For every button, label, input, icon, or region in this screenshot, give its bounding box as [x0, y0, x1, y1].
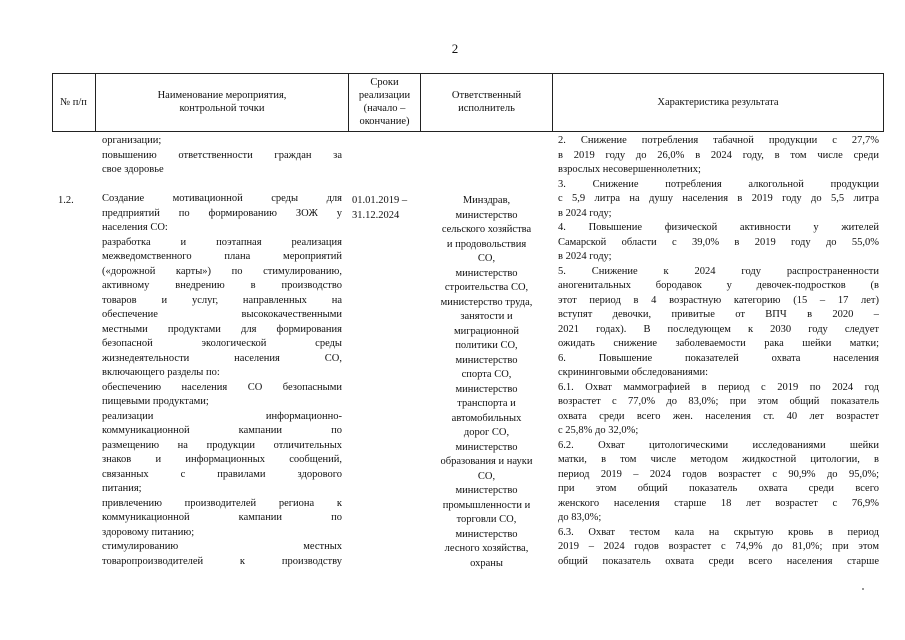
measure-name-line: межведомственного плана мероприятий [102, 251, 342, 262]
result-line: период 2019 – 2024 годов возрастет с 90,9% до 95,0%; [558, 468, 879, 480]
terms-column [352, 194, 422, 223]
measure-name-line: стимулированию местных [102, 541, 342, 552]
header-result: Характеристика результата [657, 96, 779, 108]
result-line: общий показатель охвата среди всего населения старше [558, 555, 879, 567]
result-line: 6.2. Охват цитологическими исследованиями шейки [558, 439, 879, 451]
measure-name-line: питания; [102, 483, 142, 494]
executor-line: занятости и [460, 311, 513, 322]
result-line: взрослых несовершеннолетних; [558, 164, 701, 175]
measure-name-line: здоровому питанию; [102, 526, 195, 538]
result-line: 3. Снижение потребления алкогольной продукции [558, 178, 879, 190]
measure-name-column [102, 134, 342, 569]
measure-name-line: коммуникационной кампании по [102, 512, 342, 523]
executor-line: Минздрав, [462, 195, 511, 206]
result-line: в 2024 году; [558, 251, 612, 262]
measure-name-line: связанных с правилами здорового [102, 468, 342, 480]
result-line: матки, в том числе методом жидкостной цитологии, в [558, 454, 879, 465]
measure-name-line: включающего разделы по: [102, 367, 220, 378]
measure-name-line: пищевыми продуктами; [102, 396, 209, 407]
measures-table [52, 73, 884, 633]
result-line: с 25,8% до 32,0%; [558, 425, 639, 436]
executor-line: дорог СО, [463, 427, 510, 438]
executor-line: промышленности и [442, 499, 531, 511]
measure-name-line: свое здоровье [102, 164, 164, 175]
executor-line: охраны [470, 557, 503, 569]
header-measure-name: Наименование мероприятия, контрольной точки [157, 90, 287, 114]
executor-line: политики СО, [455, 340, 518, 351]
result-line: охвата среди всего жен. населения ст. 40 лет возрастет [558, 410, 879, 422]
measure-name-line: размещению на продукции отличительных [102, 439, 342, 451]
measure-name-line: местными продуктами для формирования [102, 323, 342, 335]
measure-name-line: («дорожной карты») по стимулированию, [102, 265, 342, 277]
measure-name-line: жизнедеятельности населения СО, [102, 352, 342, 364]
header-number: № п/п [60, 96, 87, 108]
result-line: 6.1. Охват маммографией в период с 2019 по 2024 год [558, 381, 879, 393]
executor-line: спорта СО, [461, 369, 512, 380]
measure-name-line: организации; [102, 135, 162, 146]
row-number: 1.2. [58, 195, 74, 206]
measure-name-line: разработка и поэтапная реализация [102, 236, 342, 248]
measure-name-line: привлечению производителей региона к [102, 497, 342, 509]
result-line: 2. Снижение потребления табачной продукции с 27,7% [558, 135, 879, 146]
result-column [558, 134, 879, 569]
result-line: в 2024 году; [558, 207, 612, 219]
header-executor: Ответственный исполнитель [451, 90, 522, 114]
executor-line: министерство [455, 354, 518, 366]
executor-line: и продовольствия [446, 238, 527, 250]
result-line: возрастет с 77,0% до 83,0%; при этом общий показатель [558, 396, 879, 407]
measure-name-line: населения СО: [102, 222, 168, 233]
result-line: в 2019 году до 26,0% в 2024 году, в том числе среди [558, 149, 879, 161]
result-line: скрининговыми обследованиями: [558, 367, 709, 378]
executor-line: сельского хозяйства [441, 224, 532, 235]
executor-line: министерство [455, 485, 518, 496]
executor-line: министерство [455, 441, 518, 453]
executor-line: министерство [455, 383, 518, 395]
result-line: 6.3. Охват тестом кала на скрытую кровь в период [558, 526, 879, 538]
executor-line: министерство труда, [440, 296, 533, 308]
measure-name-line: безопасной экологической среды [102, 338, 342, 349]
page-number: 2 [451, 41, 459, 56]
table-top-border [52, 73, 884, 74]
executor-line: СО, [477, 253, 496, 264]
result-line: Самарской области с 39,0% в 2019 году до 55,0% [558, 236, 879, 248]
measure-name-line: обеспечение высококачественными [102, 309, 342, 320]
header-bottom-border [52, 131, 884, 132]
executor-line: СО, [477, 470, 496, 482]
executor-column [421, 194, 552, 571]
result-line: 4. Повышение физической активности у жителей [558, 222, 879, 233]
measure-name-line: реализации информационно- [102, 410, 342, 422]
result-line: до 83,0%; [558, 512, 602, 523]
executor-line: транспорта и [457, 398, 516, 409]
measure-name-line: коммуникационной кампании по [102, 425, 342, 436]
measure-name-line [102, 178, 342, 193]
executor-line: торговли СО, [456, 514, 517, 525]
measure-name-line: предприятий по формированию ЗОЖ у [102, 207, 342, 219]
measure-name-line: активному внедрению в производство [102, 280, 342, 291]
result-line: женского населения старше 18 лет возрастет с 76,9% [558, 497, 879, 509]
result-line: 5. Снижение к 2024 году распространенности [558, 265, 879, 277]
executor-line: лесного хозяйства, [444, 543, 529, 554]
executor-line: образования и науки [440, 456, 533, 467]
measure-name-line: товаропроизводителей к производству [102, 555, 342, 567]
header-terms: Сроки реализации (начало – окончание) [358, 77, 411, 127]
measure-name-line: обеспечению населения СО безопасными [102, 381, 342, 393]
result-line: с 5,9 литра на душу населения в 2019 году до 5,5 литра [558, 193, 879, 204]
result-line: аногенитальных бородавок у девочек-подростков (в [558, 280, 879, 291]
result-line: ожидать снижение заболеваемости рака шейки матки; [558, 338, 879, 349]
scan-dot [862, 588, 864, 590]
result-line: при этом общий показатель охвата среди всего [558, 483, 879, 494]
result-line: вступят девочки, привитые от ВПЧ в 2020 – [558, 309, 879, 320]
executor-line: министерство [455, 528, 518, 540]
executor-line: автомобильных [451, 412, 522, 424]
result-line: этот период в 4 возрастную категорию (15 – 17 лет) [558, 294, 879, 306]
executor-line: строительства СО, [444, 282, 529, 293]
result-line: 2019 – 2024 годов возрастет с 74,9% до 81,0%; при этом [558, 541, 879, 552]
executor-line: министерство [455, 209, 518, 221]
measure-name-line: повышению ответственности граждан за [102, 149, 342, 161]
result-line: 2021 годах). В последующем к 2030 году следует [558, 323, 879, 335]
executor-line: миграционной [453, 325, 520, 337]
executor-line: министерство [455, 267, 518, 279]
term-end: 31.12.2024 [352, 209, 400, 221]
measure-name-line: товаров и услуг, направленных на [102, 294, 342, 306]
measure-name-line: знаков и информационных сообщений, [102, 454, 342, 465]
term-start: 01.01.2019 – [352, 195, 408, 206]
result-line: 6. Повышение показателей охвата населения [558, 352, 879, 364]
measure-name-line: Создание мотивационной среды для [102, 193, 342, 204]
